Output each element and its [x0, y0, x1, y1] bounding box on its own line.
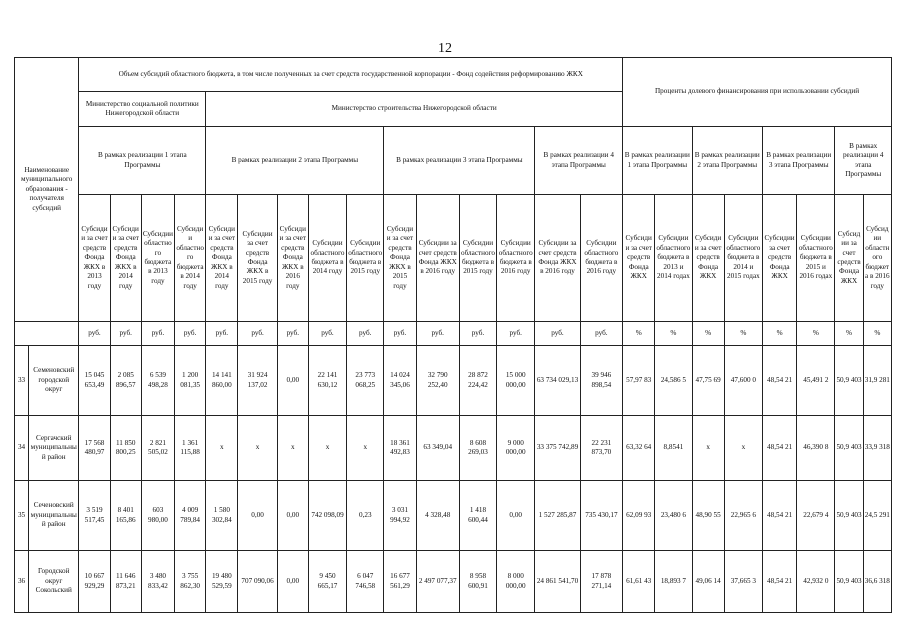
- value-cell: 3 480 833,42: [141, 551, 174, 613]
- unit-cell: %: [863, 322, 891, 346]
- ministry-construction-header: Министерство строительства Нижегородской области: [206, 92, 623, 127]
- value-cell: 24,586 5: [655, 346, 692, 416]
- value-cell: 3 519 517,45: [79, 481, 110, 551]
- column-subheader: Субсидии за счет средств Фонда ЖКХ: [835, 195, 863, 322]
- value-cell: 39 946 898,54: [580, 346, 622, 416]
- value-cell: 37,665 3: [724, 551, 762, 613]
- value-cell: 8 958 600,91: [459, 551, 496, 613]
- table-row: [15, 416, 892, 481]
- column-subheader: Субсидии за счет средств Фонда ЖКХ в 2014 году: [110, 195, 141, 322]
- value-cell: 603 980,00: [141, 481, 174, 551]
- value-cell: 2 085 896,57: [110, 346, 141, 416]
- value-cell: 63,32 64: [623, 416, 655, 481]
- value-cell: 11 646 873,21: [110, 551, 141, 613]
- value-cell: 1 361 115,88: [175, 416, 206, 481]
- unit-cell: руб.: [384, 322, 416, 346]
- value-cell: 42,932 0: [797, 551, 835, 613]
- value-cell: 0,00: [277, 481, 308, 551]
- value-cell: 32 790 252,40: [416, 346, 459, 416]
- value-cell: 14 024 345,06: [384, 346, 416, 416]
- value-cell: 31 924 137,02: [238, 346, 277, 416]
- value-cell: 63 734 029,13: [535, 346, 580, 416]
- unit-spacer: [15, 322, 79, 346]
- value-cell: 61,61 43: [623, 551, 655, 613]
- value-cell: 23 773 068,25: [347, 346, 384, 416]
- municipality-name: Городской округ Сокольский: [29, 551, 79, 613]
- value-cell: 50,9 403: [835, 416, 863, 481]
- value-cell: 11 850 800,25: [110, 416, 141, 481]
- value-cell: 1 418 600,44: [459, 481, 496, 551]
- unit-cell: руб.: [206, 322, 238, 346]
- value-cell: 10 667 929,29: [79, 551, 110, 613]
- unit-cell: %: [655, 322, 692, 346]
- value-cell: 24 861 541,70: [535, 551, 580, 613]
- value-cell: 18 361 492,83: [384, 416, 416, 481]
- column-subheader: Субсидии областного бюджета в 2014 году: [175, 195, 206, 322]
- value-cell: 31,9 281: [863, 346, 891, 416]
- value-cell: 8 000 000,00: [497, 551, 535, 613]
- column-subheader: Субсидии за счет средств Фонда ЖКХ: [623, 195, 655, 322]
- stage-header: В рамках реализации 4 этапа Программы: [535, 127, 623, 195]
- unit-cell: %: [797, 322, 835, 346]
- value-cell: 33 375 742,89: [535, 416, 580, 481]
- unit-cell: руб.: [110, 322, 141, 346]
- row-number: 35: [15, 481, 29, 551]
- value-cell: 50,9 403: [835, 551, 863, 613]
- value-cell: 36,6 318: [863, 551, 891, 613]
- value-cell: 62,09 93: [623, 481, 655, 551]
- value-cell: x: [724, 416, 762, 481]
- subsidy-table: [14, 57, 892, 613]
- unit-cell: руб.: [238, 322, 277, 346]
- unit-cell: руб.: [308, 322, 346, 346]
- column-subheader: Субсидии областного бюджета в 2015 и 2016 годах: [797, 195, 835, 322]
- value-cell: x: [347, 416, 384, 481]
- column-subheader: Субсидии областного бюджета в 2013 году: [141, 195, 174, 322]
- column-subheader: Субсидии областного бюджета в 2013 и 2014 годах: [655, 195, 692, 322]
- percent-group-header: Проценты долевого финансирования при использовании субсидий: [623, 58, 892, 127]
- stage-header: В рамках реализации 2 этапа Программы: [206, 127, 384, 195]
- column-subheader: Субсидии за счет средств Фонда ЖКХ: [762, 195, 796, 322]
- stage-header: В рамках реализации 2 этапа Программы: [692, 127, 762, 195]
- stage-header: В рамках реализации 4 этапа Программы: [835, 127, 892, 195]
- unit-cell: руб.: [416, 322, 459, 346]
- value-cell: 707 090,06: [238, 551, 277, 613]
- value-cell: 8 401 165,86: [110, 481, 141, 551]
- stage-header: В рамках реализации 1 этапа Программы: [623, 127, 692, 195]
- column-subheader: Субсидии за счет средств Фонда ЖКХ в 2014 году: [206, 195, 238, 322]
- column-subheader: Субсидии за счет средств Фонда ЖКХ в 2013 году: [79, 195, 110, 322]
- value-cell: 0,23: [347, 481, 384, 551]
- column-subheader: Субсидии областного бюджета в 2014 и 2015 годах: [724, 195, 762, 322]
- value-cell: 735 430,17: [580, 481, 622, 551]
- page-number: 12: [438, 41, 452, 56]
- row-number: 33: [15, 346, 29, 416]
- stage-header: В рамках реализации 3 этапа Программы: [762, 127, 834, 195]
- column-subheader: Субсидии областного бюджета в 2014 году: [308, 195, 346, 322]
- row-name-header: Наименование муниципального образования - получателя субсидий: [15, 58, 79, 322]
- value-cell: 46,390 8: [797, 416, 835, 481]
- value-cell: 22 141 630,12: [308, 346, 346, 416]
- column-subheader: Субсидии областного бюджета в 2016 году: [497, 195, 535, 322]
- column-subheader: Субсидии областного бюджета в 2016 году: [863, 195, 891, 322]
- value-cell: 8 608 269,03: [459, 416, 496, 481]
- value-cell: 49,06 14: [692, 551, 724, 613]
- value-cell: 6 539 498,28: [141, 346, 174, 416]
- value-cell: 4 009 789,84: [175, 481, 206, 551]
- value-cell: 45,491 2: [797, 346, 835, 416]
- value-cell: 6 047 746,58: [347, 551, 384, 613]
- value-cell: 19 480 529,59: [206, 551, 238, 613]
- value-cell: 22 231 873,70: [580, 416, 622, 481]
- value-cell: 23,480 6: [655, 481, 692, 551]
- column-subheader: Субсидии областного бюджета в 2015 году: [347, 195, 384, 322]
- value-cell: 4 328,48: [416, 481, 459, 551]
- stage-header: В рамках реализации 3 этапа Программы: [384, 127, 535, 195]
- ministry-social-header: Министерство социальной политики Нижегородской области: [79, 92, 206, 127]
- value-cell: 1 527 285,87: [535, 481, 580, 551]
- column-subheader: Субсидии областного бюджета в 2016 году: [580, 195, 622, 322]
- value-cell: 48,54 21: [762, 551, 796, 613]
- value-cell: 9 450 665,17: [308, 551, 346, 613]
- value-cell: 16 677 561,29: [384, 551, 416, 613]
- unit-cell: %: [762, 322, 796, 346]
- value-cell: 0,00: [277, 551, 308, 613]
- value-cell: 57,97 83: [623, 346, 655, 416]
- value-cell: x: [238, 416, 277, 481]
- value-cell: 14 141 860,00: [206, 346, 238, 416]
- value-cell: 47,600 0: [724, 346, 762, 416]
- column-subheader: Субсидии за счет средств Фонда ЖКХ: [692, 195, 724, 322]
- value-cell: 15 045 653,49: [79, 346, 110, 416]
- value-cell: 0,00: [497, 481, 535, 551]
- unit-cell: руб.: [141, 322, 174, 346]
- row-number: 34: [15, 416, 29, 481]
- unit-cell: %: [623, 322, 655, 346]
- table-row: [15, 481, 892, 551]
- unit-cell: руб.: [79, 322, 110, 346]
- column-subheader: Субсидии областного бюджета в 2015 году: [459, 195, 496, 322]
- unit-cell: %: [724, 322, 762, 346]
- value-cell: 22,965 6: [724, 481, 762, 551]
- stage-header: В рамках реализации 1 этапа Программы: [79, 127, 206, 195]
- value-cell: 48,90 55: [692, 481, 724, 551]
- unit-cell: руб.: [175, 322, 206, 346]
- value-cell: 15 000 000,00: [497, 346, 535, 416]
- value-cell: 63 349,04: [416, 416, 459, 481]
- value-cell: 24,5 291: [863, 481, 891, 551]
- value-cell: x: [277, 416, 308, 481]
- unit-cell: руб.: [277, 322, 308, 346]
- unit-cell: руб.: [580, 322, 622, 346]
- value-cell: 17 568 480,97: [79, 416, 110, 481]
- value-cell: 47,75 69: [692, 346, 724, 416]
- value-cell: x: [692, 416, 724, 481]
- municipality-name: Сеченовский муниципальный район: [29, 481, 79, 551]
- table-row: [15, 346, 892, 416]
- value-cell: 3 031 994,92: [384, 481, 416, 551]
- column-subheader: Субсидии за счет средств Фонда ЖКХ в 2016 году: [416, 195, 459, 322]
- value-cell: x: [206, 416, 238, 481]
- table-row: [15, 551, 892, 613]
- municipality-name: Семеновский городской округ: [29, 346, 79, 416]
- value-cell: 50,9 403: [835, 481, 863, 551]
- value-cell: 17 878 271,14: [580, 551, 622, 613]
- value-cell: 33,9 318: [863, 416, 891, 481]
- value-cell: 0,00: [238, 481, 277, 551]
- value-cell: 48,54 21: [762, 416, 796, 481]
- value-cell: 1 200 081,35: [175, 346, 206, 416]
- value-cell: 2 497 077,37: [416, 551, 459, 613]
- unit-cell: %: [835, 322, 863, 346]
- column-subheader: Субсидии за счет средств Фонда ЖКХ в 2016 году: [535, 195, 580, 322]
- municipality-name: Сергачский муниципальный район: [29, 416, 79, 481]
- unit-cell: руб.: [535, 322, 580, 346]
- value-cell: 3 755 862,30: [175, 551, 206, 613]
- value-cell: 1 580 302,84: [206, 481, 238, 551]
- value-cell: x: [308, 416, 346, 481]
- unit-cell: %: [692, 322, 724, 346]
- value-cell: 9 000 000,00: [497, 416, 535, 481]
- value-cell: 28 872 224,42: [459, 346, 496, 416]
- value-cell: 50,9 403: [835, 346, 863, 416]
- top-group-header: Объем субсидий областного бюджета, в том числе полученных за счет средств государственной корпорации - Фонд содействия реформированию ЖКХ: [79, 58, 623, 92]
- row-number: 36: [15, 551, 29, 613]
- value-cell: 22,679 4: [797, 481, 835, 551]
- value-cell: 8,8541: [655, 416, 692, 481]
- value-cell: 2 821 505,02: [141, 416, 174, 481]
- value-cell: 0,00: [277, 346, 308, 416]
- unit-cell: руб.: [497, 322, 535, 346]
- column-subheader: Субсидии за счет средств Фонда ЖКХ в 2015 году: [238, 195, 277, 322]
- value-cell: 18,893 7: [655, 551, 692, 613]
- column-subheader: Субсидии за счет средств Фонда ЖКХ в 2016 году: [277, 195, 308, 322]
- unit-cell: руб.: [347, 322, 384, 346]
- value-cell: 48,54 21: [762, 346, 796, 416]
- value-cell: 742 098,09: [308, 481, 346, 551]
- unit-cell: руб.: [459, 322, 496, 346]
- column-subheader: Субсидии за счет средств Фонда ЖКХ в 2015 году: [384, 195, 416, 322]
- value-cell: 48,54 21: [762, 481, 796, 551]
